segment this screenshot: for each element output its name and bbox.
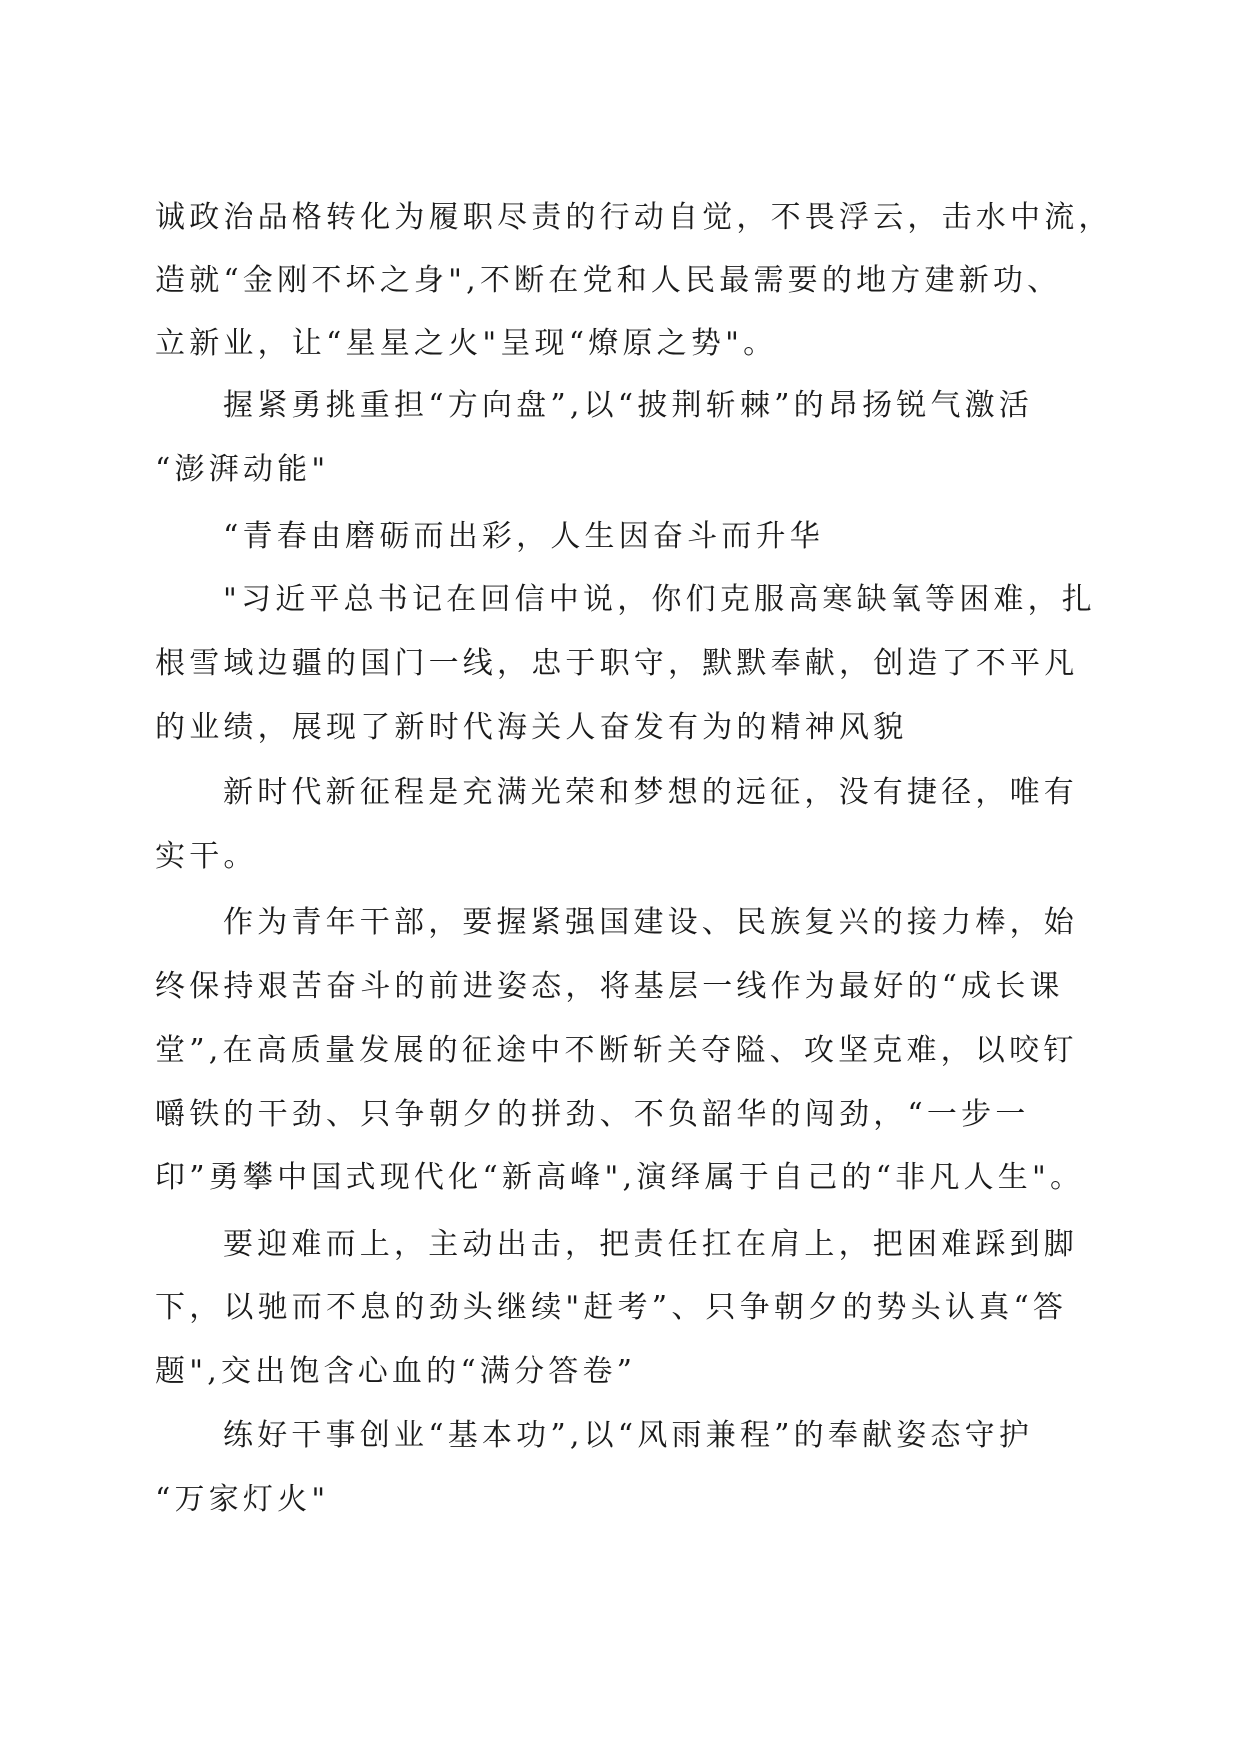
text-line: 造就“金刚不坏之身",不断在党和人民最需要的地方建新功、 bbox=[155, 263, 1062, 298]
text-line: 练好干事创业“基本功”,以“风雨兼程”的奉献姿态守护 bbox=[223, 1418, 1034, 1453]
text-line: 新时代新征程是充满光荣和梦想的远征，没有捷径，唯有 bbox=[223, 775, 1078, 810]
text-line: "习近平总书记在回信中说，你们克服高寒缺氧等困难，扎 bbox=[223, 582, 1096, 617]
text-line: “万家灯火" bbox=[155, 1482, 330, 1517]
text-line: 根雪域边疆的国门一线，忠于职守，默默奉献，创造了不平凡 bbox=[155, 646, 1079, 681]
text-line: 握紧勇挑重担“方向盘”,以“披荆斩棘”的昂扬锐气激活 bbox=[223, 388, 1034, 423]
text-line: 要迎难而上，主动出击，把责任扛在肩上，把困难踩到脚 bbox=[223, 1227, 1078, 1262]
text-line: 题",交出饱含心血的“满分答卷” bbox=[155, 1354, 637, 1389]
text-line: “青春由磨砺而出彩，人生因奋斗而升华 bbox=[223, 519, 824, 554]
text-line: 诚政治品格转化为履职尽责的行动自觉，不畏浮云，击水中流， bbox=[155, 200, 1113, 235]
text-line: “澎湃动能" bbox=[155, 452, 330, 487]
text-line: 立新业，让“星星之火"呈现“燎原之势"。 bbox=[155, 326, 778, 361]
text-line: 终保持艰苦奋斗的前进姿态，将基层一线作为最好的“成长课 bbox=[155, 969, 1064, 1004]
text-line: 作为青年干部，要握紧强国建设、民族复兴的接力棒，始 bbox=[223, 905, 1078, 940]
text-line: 实干。 bbox=[155, 839, 258, 874]
text-line: 下，以驰而不息的劲头继续"赶考”、只争朝夕的势头认真“答 bbox=[155, 1290, 1068, 1325]
text-line: 印”勇攀中国式现代化“新高峰",演绎属于自己的“非凡人生"。 bbox=[155, 1160, 1085, 1195]
text-line: 的业绩，展现了新时代海关人奋发有为的精神风貌 bbox=[155, 710, 908, 745]
text-line: 堂”,在高质量发展的征途中不断斩关夺隘、攻坚克难，以咬钉 bbox=[155, 1033, 1078, 1068]
text-line: 嚼铁的干劲、只争朝夕的拼劲、不负韶华的闯劲，“一步一 bbox=[155, 1097, 1030, 1132]
